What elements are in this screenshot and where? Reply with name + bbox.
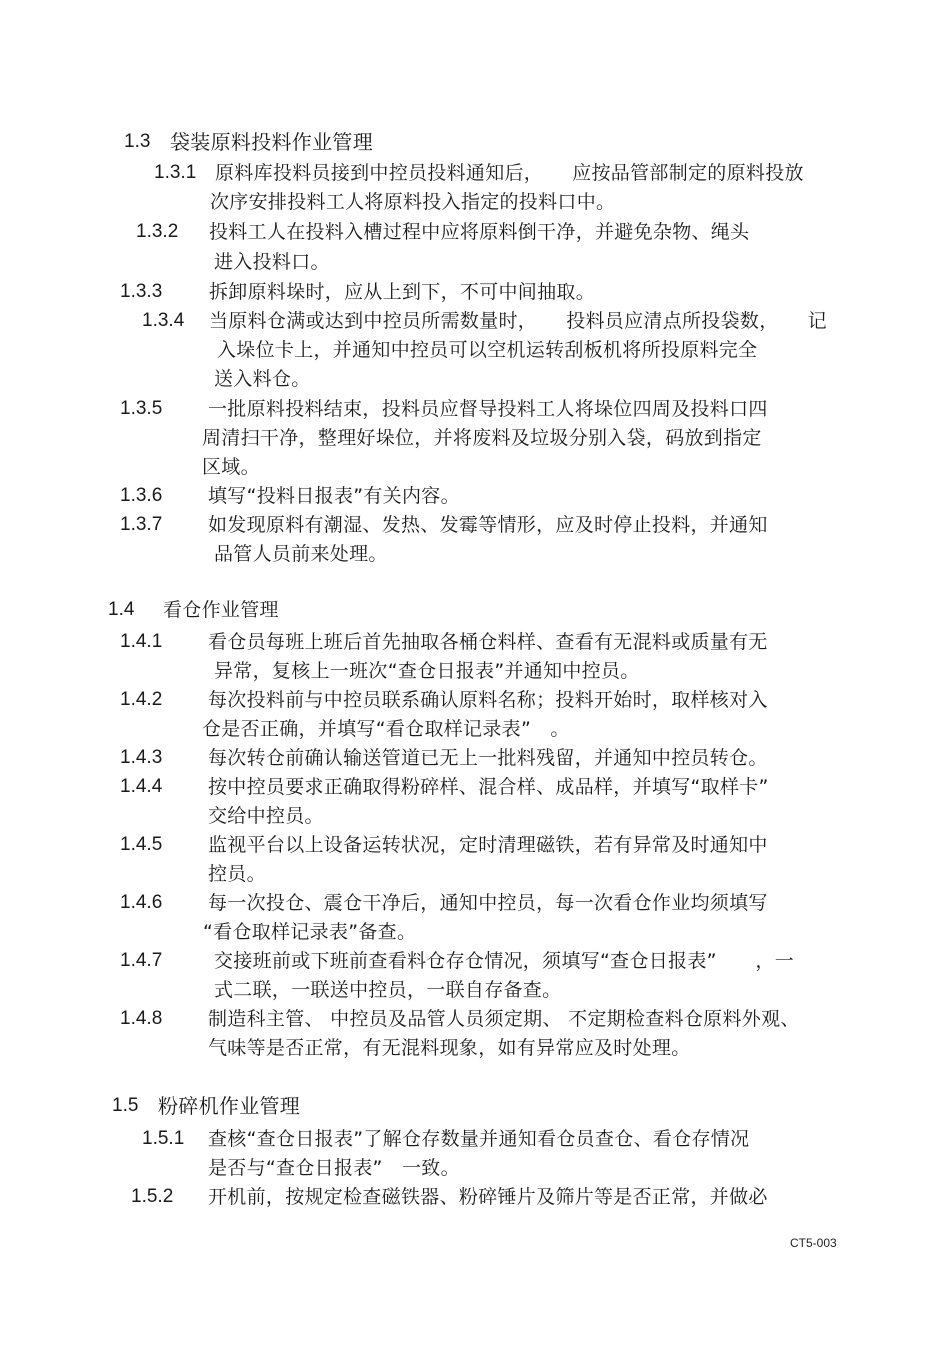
item-line: 周清扫干净，整理好垛位，并将废料及垃圾分别入袋，码放到指定 <box>202 427 762 449</box>
item-number: 1.4.1 <box>120 631 163 652</box>
item-line: “看仓取样记录表”备查。 <box>203 921 417 943</box>
item-line: 制造科主管、 中控员及品管人员须定期、 不定期检查料仓原料外观、 <box>208 1008 800 1030</box>
item-line: 监视平台以上设备运转状况，定时清理磁铁，若有异常及时通知中 <box>208 834 768 856</box>
item-number: 1.4.3 <box>120 747 163 768</box>
item-line: 按中控员要求正确取得粉碎样、混合样、成品样，并填写“取样卡” <box>208 776 769 798</box>
section-number: 1.4 <box>108 599 135 620</box>
item-line: 查核“查仓日报表”了解仓存数量并通知看仓员查仓、看仓存情况 <box>208 1128 750 1150</box>
item-number: 1.4.6 <box>120 892 163 913</box>
item-number: 1.3.2 <box>136 221 179 242</box>
item-line: 开机前，按规定检查磁铁器、粉碎锤片及筛片等是否正常，并做必 <box>208 1186 768 1208</box>
item-number: 1.3.7 <box>120 514 163 535</box>
item-number: 1.4.2 <box>120 689 163 710</box>
item-line: 送入料仓。 <box>214 368 311 390</box>
item-line: 入垛位卡上，并通知中控员可以空机运转刮板机将所投原料完全 <box>217 339 758 361</box>
section-title: 粉碎机作业管理 <box>158 1094 301 1118</box>
item-line: 投料工人在投料入槽过程中应将原料倒干净，并避免杂物、绳头 <box>209 221 750 243</box>
page-footer-code: CT5-003 <box>790 1236 837 1250</box>
item-number: 1.5.1 <box>142 1128 185 1149</box>
item-line: 仓是否正确，并填写“看仓取样记录表” 。 <box>202 718 570 740</box>
item-line: 如发现原料有潮湿、发热、发霉等情形，应及时停止投料，并通知 <box>208 514 768 536</box>
item-number: 1.5.2 <box>131 1186 174 1207</box>
item-number: 1.4.7 <box>120 950 163 971</box>
item-line: 气味等是否正常，有无混料现象，如有异常应及时处理。 <box>208 1037 691 1059</box>
item-line: 原料库投料员接到中控员投料通知后， 应按品管部制定的原料投放 <box>215 162 804 184</box>
item-number: 1.4.5 <box>120 834 163 855</box>
item-line: 看仓员每班上班后首先抽取各桶仓料样、查看有无混料或质量有无 <box>208 631 768 653</box>
item-line: 当原料仓满或达到中控员所需数量时， 投料员应清点所投袋数， 记 <box>209 310 827 332</box>
item-line: 区域。 <box>202 456 260 478</box>
item-number: 1.4.8 <box>120 1008 163 1029</box>
item-line: 一批原料投料结束，投料员应督导投料工人将垛位四周及投料口四 <box>208 398 768 420</box>
item-line: 控员。 <box>208 863 266 885</box>
item-number: 1.3.5 <box>120 398 163 419</box>
item-line: 品管人员前来处理。 <box>214 543 388 565</box>
item-line: 异常，复核上一班次“查仓日报表”并通知中控员。 <box>214 660 640 682</box>
item-number: 1.3.4 <box>142 310 185 331</box>
item-line: 每一次投仓、震仓干净后，通知中控员，每一次看仓作业均须填写 <box>208 892 768 914</box>
section-title: 袋装原料投料作业管理 <box>170 130 373 154</box>
item-number: 1.3.3 <box>120 281 163 302</box>
item-number: 1.3.6 <box>120 485 163 506</box>
item-line: 交给中控员。 <box>208 805 324 827</box>
item-line: 交接班前或下班前查看料仓存仓情况，须填写“查仓日报表” ，一 <box>214 950 794 972</box>
section-title: 看仓作业管理 <box>163 599 279 621</box>
item-line: 式二联，一联送中控员，一联自存备查。 <box>214 979 562 1001</box>
item-line: 拆卸原料垛时，应从上到下，不可中间抽取。 <box>209 281 596 303</box>
item-line: 进入投料口。 <box>214 251 330 273</box>
item-line: 每次投料前与中控员联系确认原料名称；投料开始时，取样核对入 <box>208 689 768 711</box>
item-line: 填写“投料日报表”有关内容。 <box>208 485 460 507</box>
item-number: 1.4.4 <box>120 776 163 797</box>
item-line: 次序安排投料工人将原料投入指定的投料口中。 <box>210 191 616 213</box>
section-number: 1.5 <box>112 1095 139 1116</box>
item-line: 是否与“查仓日报表” 一致。 <box>208 1157 460 1179</box>
item-number: 1.3.1 <box>154 162 197 183</box>
item-line: 每次转仓前确认输送管道已无上一批料残留，并通知中控员转仓。 <box>208 747 768 769</box>
section-number: 1.3 <box>124 131 151 152</box>
